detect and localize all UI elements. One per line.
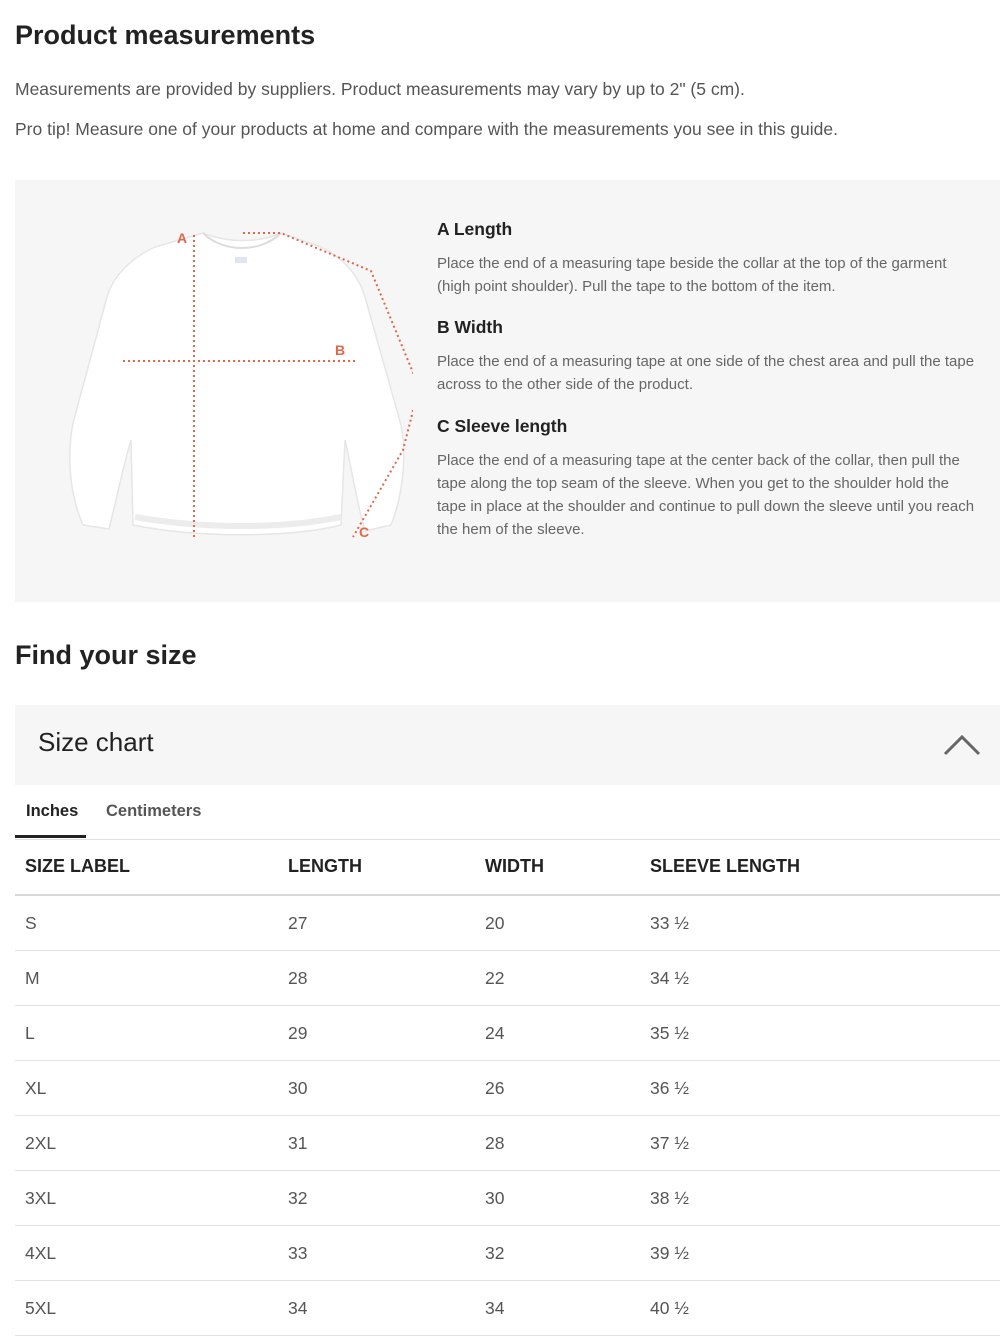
- length-cell: 28: [288, 968, 308, 988]
- width-cell: 24: [485, 1023, 505, 1043]
- length-cell: 34: [288, 1298, 308, 1318]
- page-title: Product measurements: [15, 20, 316, 50]
- table-row: [15, 951, 1000, 1006]
- active-tab-indicator: [15, 835, 86, 838]
- pro-tip: Pro tip! Measure one of your products at home and compare with the measurements you see in this guide.: [15, 119, 838, 139]
- measurement-sleeve-text: Place the end of a measuring tape at the center back of the collar, then pull the tape along the top seam of the sleeve. When you get to the shoulder hold the tape in place at the shoulder and continue to pull down the sleeve until you reach the hem of the sleeve.: [437, 452, 975, 538]
- column-header: WIDTH: [485, 856, 544, 876]
- tab-inches[interactable]: Inches: [26, 802, 79, 820]
- measurement-length-text: Place the end of a measuring tape beside the collar at the top of the garment (high point shoulder). Pull the tape to the bottom of the item.: [437, 255, 947, 295]
- width-cell: 30: [485, 1188, 505, 1208]
- length-cell: 31: [288, 1133, 308, 1153]
- measurement-length-title: A Length: [437, 219, 513, 239]
- sleeve-length-cell: 38 ½: [650, 1188, 689, 1208]
- table-row: [15, 1171, 1000, 1226]
- measurements-note: Measurements are provided by suppliers. Product measurements may vary by up to 2" (5 cm).: [15, 79, 745, 99]
- table-row: [15, 1061, 1000, 1116]
- table-row: [15, 1281, 1000, 1336]
- width-cell: 28: [485, 1133, 505, 1153]
- measurement-length: [437, 219, 977, 298]
- length-cell: 30: [288, 1078, 308, 1098]
- measurement-width-title: B Width: [437, 317, 503, 337]
- measurement-width-text: Place the end of a measuring tape at one side of the chest area and pull the tape across to the other side of the product.: [437, 353, 975, 393]
- label-a: A: [177, 230, 188, 246]
- size-chart-title: Size chart: [38, 727, 154, 757]
- sleeve-length-cell: 33 ½: [650, 913, 689, 933]
- table-row: [15, 896, 1000, 951]
- length-cell: 32: [288, 1188, 308, 1208]
- column-header: SLEEVE LENGTH: [650, 856, 801, 876]
- width-cell: 34: [485, 1298, 505, 1318]
- table-header-row: [15, 840, 1000, 896]
- size-label-cell: XL: [25, 1078, 47, 1098]
- column-header: SIZE LABEL: [25, 856, 131, 876]
- sleeve-length-cell: 37 ½: [650, 1133, 689, 1153]
- width-cell: 26: [485, 1078, 505, 1098]
- size-label-cell: 4XL: [25, 1243, 57, 1263]
- table-row: [15, 1226, 1000, 1281]
- sleeve-length-cell: 36 ½: [650, 1078, 689, 1098]
- label-c: C: [359, 524, 370, 540]
- sweatshirt-shape: [70, 233, 404, 535]
- sweatshirt-diagram: [53, 225, 413, 545]
- width-cell: 20: [485, 913, 505, 933]
- size-label-cell: L: [25, 1023, 35, 1043]
- chevron-up-icon[interactable]: [942, 732, 982, 758]
- sleeve-length-cell: 40 ½: [650, 1298, 689, 1318]
- find-size-title: Find your size: [15, 640, 197, 670]
- size-label-cell: S: [25, 913, 37, 933]
- sleeve-length-cell: 39 ½: [650, 1243, 689, 1263]
- column-header: LENGTH: [288, 856, 362, 876]
- size-label-cell: M: [25, 968, 40, 988]
- length-cell: 27: [288, 913, 308, 933]
- length-cell: 33: [288, 1243, 308, 1263]
- table-row: [15, 1116, 1000, 1171]
- measurement-guide: [15, 180, 1000, 602]
- width-cell: 32: [485, 1243, 505, 1263]
- table-row: [15, 1006, 1000, 1061]
- measurement-width: [437, 317, 977, 396]
- size-chart-header[interactable]: [15, 705, 1000, 785]
- size-label-cell: 2XL: [25, 1133, 57, 1153]
- measurement-sleeve-title: C Sleeve length: [437, 416, 568, 436]
- size-label-cell: 5XL: [25, 1298, 57, 1318]
- label-b: B: [335, 342, 346, 358]
- width-cell: 22: [485, 968, 505, 988]
- size-table: [15, 840, 1000, 1336]
- size-label-cell: 3XL: [25, 1188, 57, 1208]
- tab-centimeters[interactable]: Centimeters: [106, 802, 202, 820]
- sleeve-length-cell: 35 ½: [650, 1023, 689, 1043]
- unit-tabs: [15, 786, 1000, 840]
- sleeve-length-cell: 34 ½: [650, 968, 689, 988]
- measurement-sleeve: [437, 416, 977, 541]
- length-cell: 29: [288, 1023, 308, 1043]
